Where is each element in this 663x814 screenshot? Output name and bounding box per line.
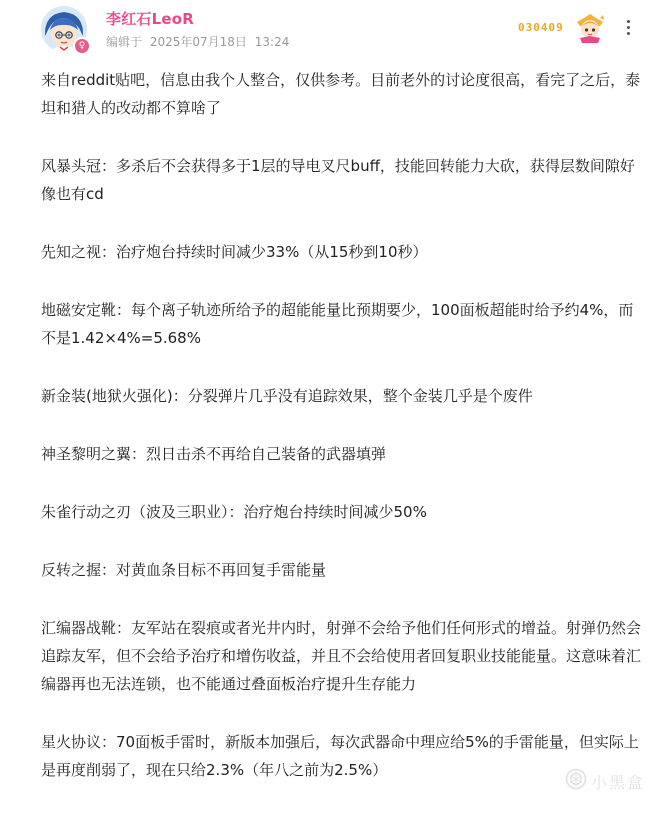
paragraph: 汇编器战靴：友军站在裂痕或者光井内时，射弹不会给予他们任何形式的增益。射弹仍然会追踪友军，但不会给予治疗和增伤收益，并且不会给使用者回复职业技能能量。这意味着汇编器再也无法连锁，也不能通过叠面板治疗提升生存能力	[41, 619, 642, 693]
gender-badge-icon: ♀	[73, 37, 91, 55]
paragraph: 新金装(地狱火强化)：分裂弹片几乎没有追踪效果，整个金装几乎是个废件	[41, 387, 533, 405]
more-dot-icon	[627, 32, 630, 35]
paragraph: 神圣黎明之翼：烈日击杀不再给自己装备的武器填弹	[41, 445, 387, 463]
post-time: 13:24	[254, 35, 290, 49]
post-body	[41, 66, 641, 814]
paragraph: 星火协议：70面板手雷时，新版本加强后，每次武器命中理应给5%的手雷能量，但实际上是再度削弱了，现在只给2.3%（年八之前为2.5%）	[41, 733, 639, 779]
more-options-button[interactable]	[618, 17, 638, 41]
post-date: 2025年07月18日	[149, 35, 247, 49]
watermark	[565, 768, 645, 794]
edited-label: 编辑于	[106, 35, 143, 49]
paragraph: 先知之视：治疗炮台持续时间减少33%（从15秒到10秒）	[41, 243, 428, 261]
avatar[interactable]	[41, 6, 87, 52]
mascot-medal-icon	[574, 12, 606, 44]
paragraph: 风暴头冠：多杀后不会获得多于1层的导电叉尺buff，技能回转能力大砍，获得层数间隙好像也有cd	[41, 157, 635, 203]
paragraph: 来自reddit贴吧，信息由我个人整合，仅供参考。目前老外的讨论度很高，看完了之后，泰坦和猎人的改动都不算啥了	[41, 71, 641, 117]
paragraph: 朱雀行动之刃（波及三职业）：治疗炮台持续时间减少50%	[41, 503, 427, 521]
watermark-text: 小黑盒	[590, 772, 645, 792]
more-dot-icon	[627, 26, 630, 29]
author-name[interactable]: 李红石LeoR	[106, 10, 194, 28]
post-meta	[106, 33, 289, 50]
paragraph: 地磁安定靴：每个离子轨迹所给予的超能能量比预期要少，100面板超能时给予约4%，而不是1.42×4%=5.68%	[41, 301, 634, 347]
level-badge: 030409	[518, 21, 564, 34]
more-dot-icon	[627, 20, 630, 23]
post-header	[0, 0, 663, 62]
paragraph: 反转之握：对黄血条目标不再回复手雷能量	[41, 561, 327, 579]
heybox-logo-icon	[565, 768, 587, 794]
